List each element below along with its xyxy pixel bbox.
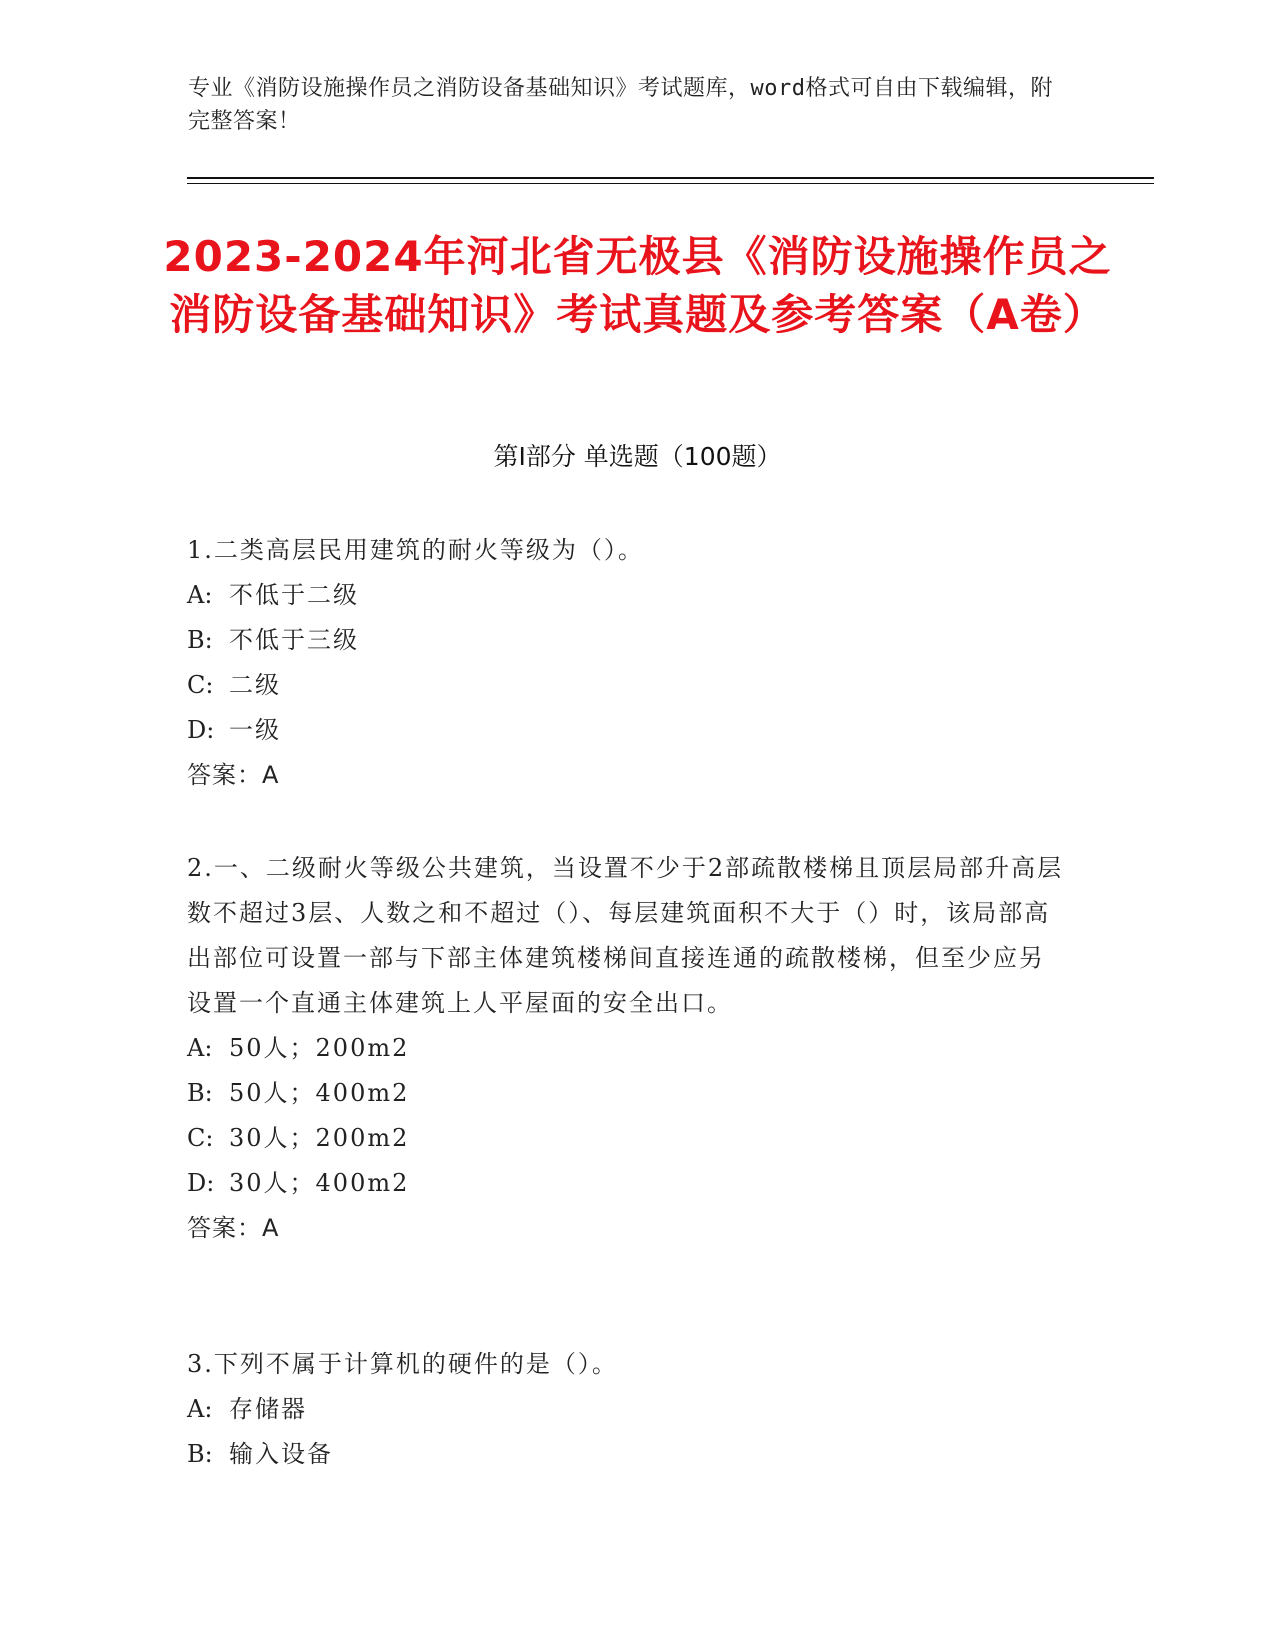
option-text: 不低于二级 bbox=[229, 581, 359, 609]
option-text: 30人；200m2 bbox=[229, 1124, 410, 1152]
option-a bbox=[187, 1026, 1067, 1071]
answer: 答案：A bbox=[187, 1214, 280, 1242]
option-c bbox=[187, 1116, 1067, 1161]
option-key: D: bbox=[187, 716, 215, 744]
option-c bbox=[187, 663, 1067, 708]
section-title: 第I部分 单选题（100题） bbox=[493, 442, 782, 471]
question-stem: 2.一、二级耐火等级公共建筑，当设置不少于2部疏散楼梯且顶层局部升高层数不超过3层、人数之和不超过（）、每层建筑面积不大于（）时，该局部高出部位可设置一部与下部主体建筑楼梯间直接连通的疏散楼梯，但至少应另设置一个直通主体建筑上人平屋面的安全出口。 bbox=[187, 854, 1064, 1017]
option-b bbox=[187, 1071, 1067, 1116]
header-rule-thin bbox=[187, 183, 1154, 184]
option-key: A: bbox=[187, 581, 213, 609]
option-text: 输入设备 bbox=[229, 1440, 333, 1468]
question-stem: 1.二类高层民用建筑的耐火等级为（）。 bbox=[187, 536, 644, 564]
option-a bbox=[187, 573, 1067, 618]
option-a bbox=[187, 1387, 1067, 1432]
option-key: B: bbox=[187, 1440, 213, 1468]
question-1 bbox=[187, 528, 1067, 798]
option-text: 50人；200m2 bbox=[229, 1034, 410, 1062]
document-title: 2023-2024年河北省无极县《消防设施操作员之消防设备基础知识》考试真题及参考答案（A卷） bbox=[163, 232, 1112, 339]
option-text: 50人；400m2 bbox=[229, 1079, 410, 1107]
option-d bbox=[187, 708, 1067, 753]
option-key: D: bbox=[187, 1169, 215, 1197]
option-text: 一级 bbox=[229, 716, 281, 744]
question-stem: 3.下列不属于计算机的硬件的是（）。 bbox=[187, 1350, 618, 1378]
option-b bbox=[187, 1432, 1067, 1477]
question-3 bbox=[187, 1342, 1067, 1477]
option-key: C: bbox=[187, 1124, 214, 1152]
option-key: B: bbox=[187, 1079, 213, 1107]
option-key: C: bbox=[187, 671, 214, 699]
answer: 答案：A bbox=[187, 761, 280, 789]
option-text: 不低于三级 bbox=[229, 626, 359, 654]
option-key: B: bbox=[187, 626, 213, 654]
option-b bbox=[187, 618, 1067, 663]
option-d bbox=[187, 1161, 1067, 1206]
header-note: 专业《消防设施操作员之消防设备基础知识》考试题库，word格式可自由下载编辑，附完整答案！ bbox=[188, 76, 1053, 134]
option-text: 二级 bbox=[229, 671, 281, 699]
question-2 bbox=[187, 846, 1067, 1251]
header-rule-thick bbox=[187, 177, 1154, 179]
option-key: A: bbox=[187, 1395, 213, 1423]
option-key: A: bbox=[187, 1034, 213, 1062]
option-text: 存储器 bbox=[229, 1395, 307, 1423]
option-text: 30人；400m2 bbox=[229, 1169, 410, 1197]
